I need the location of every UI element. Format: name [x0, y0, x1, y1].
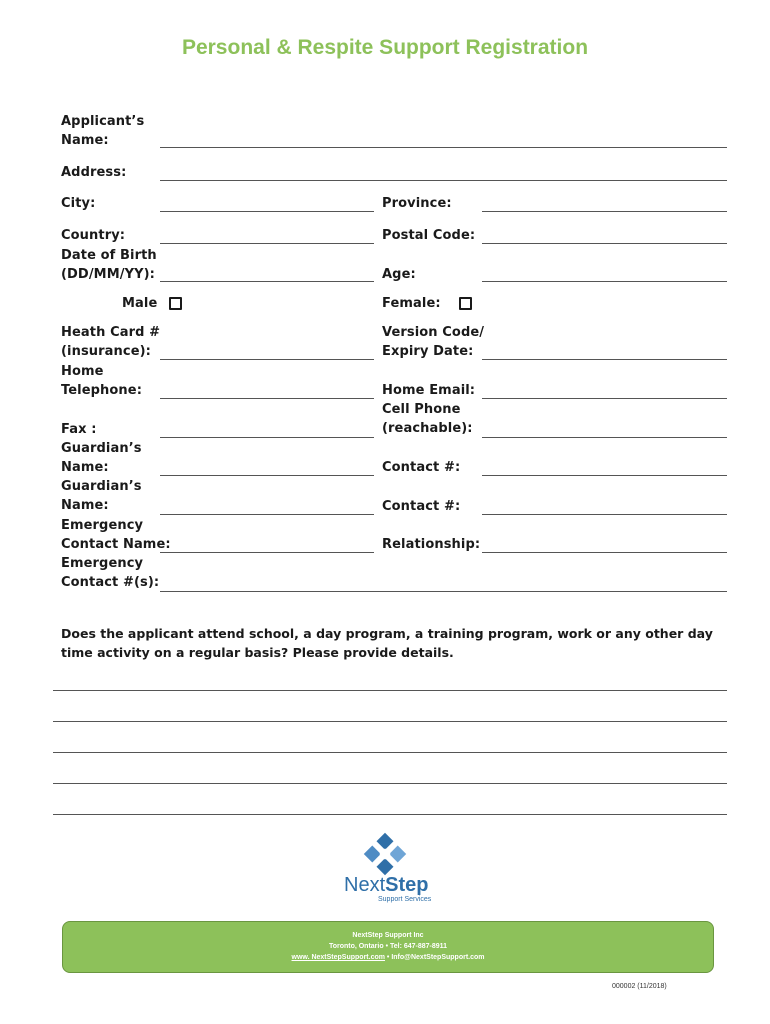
emergency-name-label: Emergency Contact Name: [61, 518, 171, 552]
health-card-label: Heath Card # (insurance): [61, 325, 161, 359]
country-field[interactable] [160, 243, 374, 244]
female-checkbox[interactable] [459, 297, 472, 310]
relationship-field[interactable] [482, 552, 727, 553]
logo-wordmark: NextStep [344, 874, 429, 896]
contact2-label: Contact #: [382, 499, 461, 514]
details-line[interactable] [53, 752, 727, 753]
page-title: Personal & Respite Support Registration [181, 36, 589, 59]
city-field[interactable] [160, 211, 374, 212]
footer-location: Toronto, Ontario • Tel: 647-887-8911 [328, 943, 448, 950]
footer-email: • Info@NextStepSupport.com [384, 954, 485, 961]
nextstep-logo [340, 832, 440, 912]
footer-banner [62, 921, 714, 973]
dob-label: Date of Birth (DD/MM/YY): [61, 248, 157, 282]
cell-phone-field[interactable] [482, 437, 727, 438]
male-label: Male [122, 296, 158, 311]
details-line[interactable] [53, 814, 727, 815]
form-number: 000002 (11/2018) [612, 983, 667, 990]
city-label: City: [61, 196, 96, 211]
address-field[interactable] [160, 180, 727, 181]
home-email-field[interactable] [482, 398, 727, 399]
activity-question: Does the applicant attend school, a day program, a training program, work or any other day time activity on a regular basis? Please provide details. [61, 626, 713, 660]
dob-field[interactable] [160, 281, 374, 282]
age-label: Age: [382, 267, 416, 282]
home-email-label: Home Email: [382, 383, 476, 398]
contact1-field[interactable] [482, 475, 727, 476]
relationship-label: Relationship: [382, 537, 481, 552]
version-code-field[interactable] [482, 359, 727, 360]
footer-contact [63, 952, 713, 963]
applicant-name-label: Applicant’s Name: [61, 114, 145, 148]
postal-code-field[interactable] [482, 243, 727, 244]
guardian2-name-label: Guardian’s Name: [61, 479, 142, 513]
contact2-field[interactable] [482, 514, 727, 515]
version-code-label: Version Code/ Expiry Date: [382, 325, 485, 359]
home-telephone-label: Home Telephone: [61, 364, 142, 398]
website-link[interactable]: www. NextStepSupport.com [291, 954, 385, 961]
guardian2-name-field[interactable] [160, 514, 374, 515]
applicant-name-field[interactable] [160, 147, 727, 148]
guardian1-name-field[interactable] [160, 475, 374, 476]
logo-tagline: Support Services [378, 896, 432, 903]
country-label: Country: [61, 228, 126, 243]
fax-label: Fax : [61, 422, 97, 437]
details-line[interactable] [53, 721, 727, 722]
footer-company: NextStep Support Inc [352, 932, 424, 939]
home-telephone-field[interactable] [160, 398, 374, 399]
details-line[interactable] [53, 783, 727, 784]
fax-field[interactable] [160, 437, 374, 438]
emergency-contact-field[interactable] [160, 591, 727, 592]
guardian1-name-label: Guardian’s Name: [61, 441, 142, 475]
province-field[interactable] [482, 211, 727, 212]
female-label: Female: [382, 296, 441, 311]
emergency-name-field[interactable] [160, 552, 374, 553]
province-label: Province: [382, 196, 452, 211]
emergency-contact-label: Emergency Contact #(s): [61, 556, 160, 590]
contact1-label: Contact #: [382, 460, 461, 475]
male-checkbox[interactable] [169, 297, 182, 310]
postal-code-label: Postal Code: [382, 228, 476, 243]
details-line[interactable] [53, 690, 727, 691]
address-label: Address: [61, 165, 127, 180]
cell-phone-label: Cell Phone (reachable): [382, 402, 473, 436]
age-field[interactable] [482, 281, 727, 282]
health-card-field[interactable] [160, 359, 374, 360]
